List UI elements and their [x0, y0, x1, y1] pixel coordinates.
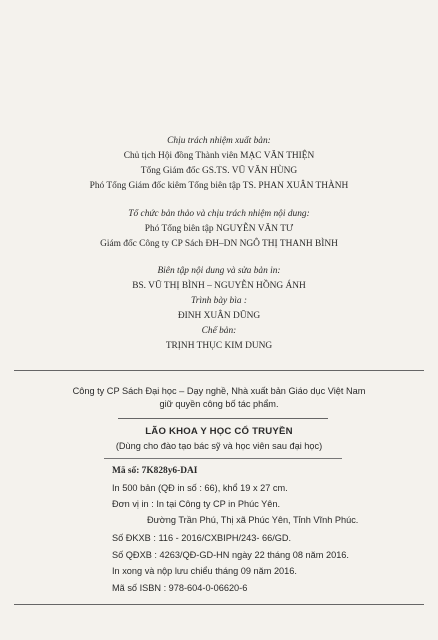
print-run: In 500 bản (QĐ in số : 66), khổ 19 x 27 cm. — [112, 483, 288, 493]
copyright-line: Công ty CP Sách Đại học – Dạy nghề, Nhà xuất bản Giáo dục Việt Nam — [72, 386, 366, 396]
publishing-responsible-line: Chủ tịch Hội đồng Thành viên MẠC VĂN THIỆN — [123, 151, 315, 161]
printer-line: Đơn vị in : In tại Công ty CP in Phúc Yên. — [112, 499, 281, 509]
publishing-responsible-line: Phó Tổng Giám đốc kiêm Tổng biên tập TS. PHAN XUÂN THÀNH — [89, 181, 349, 191]
divider-bottom — [14, 604, 424, 605]
typeset-heading: Chế bản: — [201, 326, 237, 336]
typesetter: TRỊNH THỤC KIM DUNG — [165, 341, 273, 351]
book-code: Mã số: 7K828y6-DAI — [112, 466, 198, 476]
cover-designer: ĐINH XUÂN DŨNG — [177, 311, 261, 321]
publishing-responsible-line: Tổng Giám đốc GS.TS. VŨ VĂN HÙNG — [140, 166, 298, 176]
divider-title — [104, 458, 342, 459]
isbn-line: Mã số ISBN : 978-604-0-06620-6 — [112, 583, 248, 593]
book-subtitle: (Dùng cho đào tạo bác sỹ và học viên sau đại học) — [115, 441, 323, 451]
printer-address: Đường Trần Phú, Thị xã Phúc Yên, Tỉnh Vĩnh Phúc. — [147, 515, 359, 525]
book-title: LÃO KHOA Y HỌC CỔ TRUYỀN — [145, 426, 293, 437]
organizers-line: Giám đốc Công ty CP Sách ĐH–DN NGÔ THỊ THANH BÌNH — [100, 239, 338, 249]
deposit-line: In xong và nộp lưu chiểu tháng 09 năm 2016. — [112, 566, 297, 576]
copyright-line: giữ quyền công bố tác phẩm. — [159, 399, 279, 409]
divider-short — [118, 418, 328, 419]
publishing-responsible-heading: Chịu trách nhiệm xuất bản: — [167, 136, 271, 146]
editors-names: BS. VŨ THỊ BÌNH – NGUYỄN HỒNG ÁNH — [132, 281, 306, 291]
editors-heading: Biên tập nội dung và sửa bản in: — [157, 266, 281, 276]
organizers-heading: Tổ chức bản thảo và chịu trách nhiệm nội dung: — [128, 209, 310, 219]
qdxb-number: Số QĐXB : 4263/QĐ-GD-HN ngày 22 tháng 08 năm 2016. — [112, 550, 349, 560]
dkxb-number: Số ĐKXB : 116 - 2016/CXBIPH/243- 66/GD. — [112, 533, 292, 543]
organizers-line: Phó Tổng biên tập NGUYỄN VĂN TƯ — [144, 224, 294, 234]
cover-heading: Trình bày bìa : — [191, 296, 247, 306]
divider-top — [14, 370, 424, 371]
